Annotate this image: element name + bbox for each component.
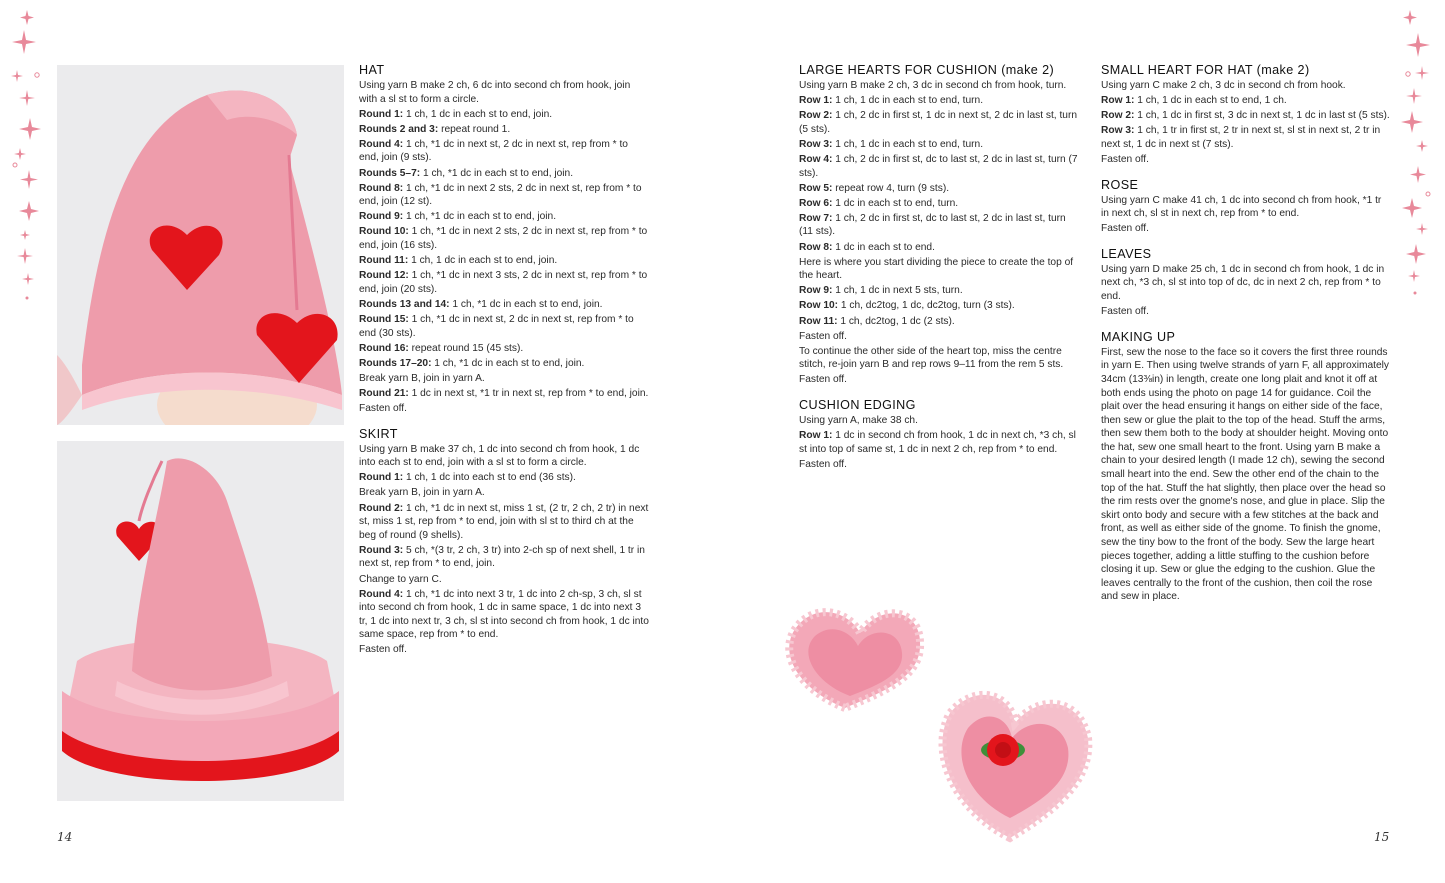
row-label: Row 7: bbox=[799, 212, 833, 224]
row-text: 1 ch, *1 dc in each st to end, join. bbox=[449, 298, 603, 310]
instruction-row bbox=[359, 108, 649, 122]
rose-heart-cushion bbox=[943, 695, 1089, 838]
instruction-row bbox=[799, 458, 1081, 472]
row-label: Round 11: bbox=[359, 255, 409, 267]
row-text: 1 ch, *1 dc in next 3 sts, 2 dc in next st, rep from * to end, join (20 sts). bbox=[359, 270, 648, 295]
row-label: Round 1: bbox=[359, 108, 404, 120]
row-text: 1 ch, 2 dc in first st, dc to last st, 2 dc in last st, turn (7 sts). bbox=[799, 153, 1078, 179]
row-text: 1 ch, 1 dc in each st to end, join. bbox=[403, 108, 553, 120]
instruction-row bbox=[359, 298, 649, 312]
row-text: 1 ch, 1 tr in first st, 2 tr in next st, sl st in next st, 2 tr in next st, 1 dc in next st (7 sts). bbox=[1101, 125, 1381, 150]
instruction-row bbox=[359, 313, 649, 340]
row-label: Round 21: bbox=[359, 387, 409, 399]
row-text: 1 ch, *1 dc in next st, miss 1 st, (2 tr, 2 ch, 2 tr) in next st, miss 1 st, rep from * to end, join with sl st to third ch at the beg of round (9 shells). bbox=[359, 502, 649, 541]
row-text: 1 dc in each st to end. bbox=[832, 241, 935, 253]
cushion-edging-heading: CUSHION EDGING bbox=[799, 397, 916, 412]
row-label: Row 2: bbox=[799, 110, 833, 122]
row-text: To continue the other side of the heart top, miss the centre stitch, re-join yarn B and rep rows 9–11 from the rem 5 sts. bbox=[799, 345, 1064, 371]
row-label: Row 6: bbox=[799, 197, 833, 209]
row-label: Round 8: bbox=[359, 182, 404, 194]
gnome-hat-illustration bbox=[57, 65, 344, 425]
instruction-row bbox=[799, 345, 1081, 372]
row-text: 1 ch, 1 dc in next 5 sts, turn. bbox=[832, 285, 963, 297]
instruction-row bbox=[359, 643, 649, 657]
decorative-stars-right bbox=[1400, 8, 1434, 308]
instruction-row bbox=[1101, 109, 1391, 123]
large-hearts-rows bbox=[799, 94, 1081, 387]
instruction-row bbox=[1101, 222, 1391, 236]
skirt-heading: SKIRT bbox=[359, 426, 398, 441]
instruction-row bbox=[359, 402, 649, 416]
instruction-row bbox=[359, 588, 649, 642]
row-text: repeat round 15 (45 sts). bbox=[408, 342, 524, 354]
row-text: 1 ch, 1 dc in each st to end, turn. bbox=[832, 95, 984, 107]
small-heart-section bbox=[1101, 62, 1391, 167]
leaves-intro: Using yarn D make 25 ch, 1 dc in second ch from hook, 1 dc in next ch, *3 ch, sl st into top of dc, dc in next 2 ch, rep from * to end. bbox=[1101, 263, 1385, 303]
row-text: Break yarn B, join in yarn A. bbox=[359, 487, 485, 499]
row-text: 1 ch, *1 dc in each st to end, join. bbox=[420, 167, 574, 179]
row-text: Fasten off. bbox=[799, 458, 847, 470]
instruction-row bbox=[799, 182, 1081, 196]
photo-gnome-skirt bbox=[57, 441, 344, 801]
row-text: 1 ch, *1 dc in each st to end, join. bbox=[403, 211, 557, 223]
instruction-row bbox=[359, 225, 649, 252]
heart-cushions-photo bbox=[770, 598, 1100, 848]
row-text: 1 ch, *1 dc in next st, 2 dc in next st, rep from * to end, join (9 sts). bbox=[359, 138, 628, 164]
instruction-row bbox=[799, 256, 1081, 283]
row-text: Fasten off. bbox=[359, 403, 407, 415]
instruction-row bbox=[799, 284, 1081, 298]
page-number-right: 15 bbox=[1374, 830, 1390, 844]
row-text: 1 ch, *1 dc into next 3 tr, 1 dc into 2 ch-sp, 3 ch, sl st into second ch from hook, 1 dc in same space, 1 dc into next 3 tr, 1 dc into next tr, 3 ch, sl st into second ch from hook, 1 dc into same space, rep from * to end. bbox=[359, 588, 649, 641]
row-text: 1 ch, dc2tog, 1 dc, dc2tog, turn (3 sts). bbox=[838, 300, 1015, 312]
gnome-skirt-illustration bbox=[57, 441, 344, 801]
leaves-heading: LEAVES bbox=[1101, 246, 1152, 261]
large-hearts-intro: Using yarn B make 2 ch, 3 dc in second ch from hook, turn. bbox=[799, 80, 1067, 91]
hat-rows bbox=[359, 108, 649, 416]
instruction-row bbox=[799, 153, 1081, 180]
skirt-rows bbox=[359, 471, 649, 657]
row-text: Fasten off. bbox=[1101, 306, 1149, 318]
instruction-row bbox=[799, 138, 1081, 152]
row-text: 1 ch, 1 dc in each st to end, turn. bbox=[832, 138, 984, 150]
row-label: Rounds 5–7: bbox=[359, 167, 421, 179]
instruction-row bbox=[359, 372, 649, 386]
instruction-row bbox=[799, 197, 1081, 211]
right-text-column-2 bbox=[1101, 62, 1391, 614]
row-text: Change to yarn C. bbox=[359, 573, 442, 585]
hat-heading: HAT bbox=[359, 63, 385, 77]
row-text: repeat row 4, turn (9 sts). bbox=[832, 182, 950, 194]
row-text: 1 ch, *1 dc in each st to end, join. bbox=[431, 357, 585, 369]
row-text: Fasten off. bbox=[1101, 153, 1149, 165]
row-text: Break yarn B, join in yarn A. bbox=[359, 372, 485, 384]
row-label: Rounds 2 and 3: bbox=[359, 123, 439, 135]
instruction-row bbox=[1101, 94, 1391, 108]
hat-intro: Using yarn B make 2 ch, 6 dc into second ch from hook, join with a sl st to form a circle. bbox=[359, 80, 631, 105]
instruction-row bbox=[359, 182, 649, 209]
row-text: 1 ch, 2 dc in first st, 1 dc in next st, 2 dc in last st, turn (5 sts). bbox=[799, 110, 1078, 135]
small-heart-intro: Using yarn C make 2 ch, 3 dc in second ch from hook. bbox=[1101, 80, 1346, 91]
row-label: Row 3: bbox=[1101, 125, 1135, 137]
instruction-row bbox=[359, 269, 649, 296]
rose-intro: Using yarn C make 41 ch, 1 dc into second ch from hook, *1 tr in next ch, sl st in next ch, rep from * to end. bbox=[1101, 194, 1382, 220]
left-text-column bbox=[359, 62, 649, 667]
instruction-row bbox=[799, 212, 1081, 239]
right-text-column-1 bbox=[799, 62, 1081, 481]
instruction-row bbox=[359, 138, 649, 165]
instruction-row bbox=[359, 254, 649, 268]
row-text: Fasten off. bbox=[359, 644, 407, 656]
instruction-row bbox=[359, 486, 649, 500]
row-text: 1 ch, 1 dc into each st to end (36 sts). bbox=[403, 472, 576, 484]
large-hearts-heading: LARGE HEARTS FOR CUSHION (make 2) bbox=[799, 63, 1055, 77]
row-label: Row 4: bbox=[799, 153, 833, 165]
cushion-edging-rows bbox=[799, 429, 1081, 471]
instruction-row bbox=[1101, 305, 1391, 319]
row-text: 1 ch, dc2tog, 1 dc (2 sts). bbox=[837, 315, 955, 327]
small-heart-heading: SMALL HEART FOR HAT (make 2) bbox=[1101, 63, 1310, 77]
instruction-row bbox=[359, 342, 649, 356]
row-text: 1 dc in each st to end, turn. bbox=[832, 197, 959, 209]
row-label: Row 8: bbox=[799, 241, 833, 253]
rose-heading: ROSE bbox=[1101, 177, 1139, 192]
instruction-row bbox=[799, 315, 1081, 329]
row-label: Rounds 17–20: bbox=[359, 357, 432, 369]
row-label: Row 3: bbox=[799, 138, 833, 150]
row-text: 5 ch, *(3 tr, 2 ch, 3 tr) into 2-ch sp of next shell, 1 tr in next st, rep from * to end, join. bbox=[359, 544, 645, 570]
photo-gnome-hat bbox=[57, 65, 344, 425]
row-text: Fasten off. bbox=[799, 374, 847, 386]
skirt-section bbox=[359, 426, 649, 657]
row-text: Here is where you start dividing the piece to create the top of the heart. bbox=[799, 256, 1074, 282]
row-label: Row 9: bbox=[799, 285, 833, 297]
page-number-left: 14 bbox=[57, 830, 73, 844]
skirt-intro: Using yarn B make 37 ch, 1 dc into second ch from hook, 1 dc into each st to end, join with a sl st to form a circle. bbox=[359, 443, 640, 469]
row-label: Row 1: bbox=[1101, 95, 1135, 107]
leaves-section bbox=[1101, 246, 1391, 319]
row-label: Round 15: bbox=[359, 314, 409, 325]
instruction-row bbox=[799, 241, 1081, 255]
row-label: Row 5: bbox=[799, 182, 833, 194]
instruction-row bbox=[799, 373, 1081, 387]
instruction-row bbox=[359, 123, 649, 137]
instruction-row bbox=[359, 544, 649, 571]
instruction-row bbox=[359, 573, 649, 587]
row-label: Row 10: bbox=[799, 300, 839, 312]
row-label: Row 1: bbox=[799, 95, 833, 107]
row-text: Fasten off. bbox=[1101, 223, 1149, 235]
decorative-stars-left bbox=[10, 8, 44, 308]
row-label: Row 1: bbox=[799, 430, 833, 442]
instruction-row bbox=[799, 330, 1081, 344]
rose-section bbox=[1101, 177, 1391, 236]
row-text: 1 dc in next st, *1 tr in next st, rep from * to end, join. bbox=[408, 387, 649, 399]
hat-section bbox=[359, 62, 649, 416]
cushion-edging-section bbox=[799, 397, 1081, 471]
instruction-row bbox=[799, 299, 1081, 313]
instruction-row bbox=[359, 210, 649, 224]
row-label: Round 12: bbox=[359, 270, 409, 282]
cushion-edging-intro: Using yarn A, make 38 ch. bbox=[799, 414, 918, 426]
row-text: 1 ch, 2 dc in first st, dc to last st, 2 dc in last st, turn (11 sts). bbox=[799, 212, 1066, 238]
instruction-row bbox=[359, 471, 649, 485]
row-text: repeat round 1. bbox=[438, 123, 511, 135]
plain-heart-cushion bbox=[789, 612, 920, 708]
row-text: Fasten off. bbox=[799, 330, 847, 342]
instruction-row bbox=[359, 357, 649, 371]
instruction-row bbox=[359, 502, 649, 543]
row-label: Row 11: bbox=[799, 315, 838, 327]
row-label: Round 4: bbox=[359, 138, 404, 150]
row-text: 1 ch, *1 dc in next 2 sts, 2 dc in next st, rep from * to end, join (12 st). bbox=[359, 182, 642, 208]
leaves-rows bbox=[1101, 305, 1391, 319]
instruction-row bbox=[359, 387, 649, 401]
row-label: Rounds 13 and 14: bbox=[359, 298, 450, 310]
row-text: 1 ch, 1 dc in first st, 3 dc in next st, 1 dc in last st (5 sts). bbox=[1134, 110, 1390, 122]
row-text: 1 ch, *1 dc in next 2 sts, 2 dc in next st, rep from * to end, join (16 sts). bbox=[359, 226, 648, 252]
row-text: 1 dc in second ch from hook, 1 dc in next ch, *3 ch, sl st into top of same st, 1 dc in next 2 ch, rep from * to end. bbox=[799, 430, 1076, 455]
making-up-heading: MAKING UP bbox=[1101, 329, 1176, 344]
instruction-row bbox=[1101, 124, 1391, 151]
instruction-row bbox=[799, 429, 1081, 456]
row-label: Round 9: bbox=[359, 211, 404, 223]
small-heart-rows bbox=[1101, 94, 1391, 166]
row-text: 1 ch, 1 dc in each st to end, 1 ch. bbox=[1134, 95, 1287, 107]
making-up-body: First, sew the nose to the face so it covers the first three rounds in yarn E. Then using twelve strands of yarn F, all approximately 34cm (13⅜in) in length, create one long plait and knot it off at both ends using the photo on page 14 for guidance. Coil the plait over the head ensuring it hangs on either side of the face, then sew or glue the plait to the top of the head. Stuff the arms, then sew them both to the body at shoulder height. Moving onto the hat, sew one small heart to the front. Using yarn B make a chain to your desired length (I made 12 ch), sewing the second small heart into the end. Sew the other end of the chain to the top of the hat. Stuff the hat slightly, then place over the head so the rim rests over the gnome's nose, and glue in place. Slip the skirt onto body and secure with a few stitches at the back and front, as well as either side of the gnome. To finish the gnome, sew the tiny bow to the front of the body. Sew the large heart pieces together, adding a little stuffing to the cushion before closing it up. Sew or glue the edging to the cushion. Glue the leaves centrally to the front of the cushion, then coil the rose and sew in place. bbox=[1101, 346, 1390, 603]
row-text: 1 ch, *1 dc in next st, 2 dc in next st, rep from * to end (30 sts). bbox=[359, 314, 634, 339]
row-text: 1 ch, 1 dc in each st to end, join. bbox=[408, 255, 558, 267]
row-label: Round 16: bbox=[359, 342, 409, 354]
instruction-row bbox=[799, 109, 1081, 136]
row-label: Round 2: bbox=[359, 502, 404, 514]
rose-rows bbox=[1101, 222, 1391, 236]
row-label: Round 3: bbox=[359, 544, 404, 556]
instruction-row bbox=[799, 94, 1081, 108]
making-up-section bbox=[1101, 329, 1391, 604]
instruction-row bbox=[359, 167, 649, 181]
row-label: Round 4: bbox=[359, 588, 404, 600]
large-hearts-section bbox=[799, 62, 1081, 387]
instruction-row bbox=[1101, 153, 1391, 167]
row-label: Round 10: bbox=[359, 226, 409, 238]
row-label: Round 1: bbox=[359, 472, 404, 484]
row-label: Row 2: bbox=[1101, 110, 1135, 122]
